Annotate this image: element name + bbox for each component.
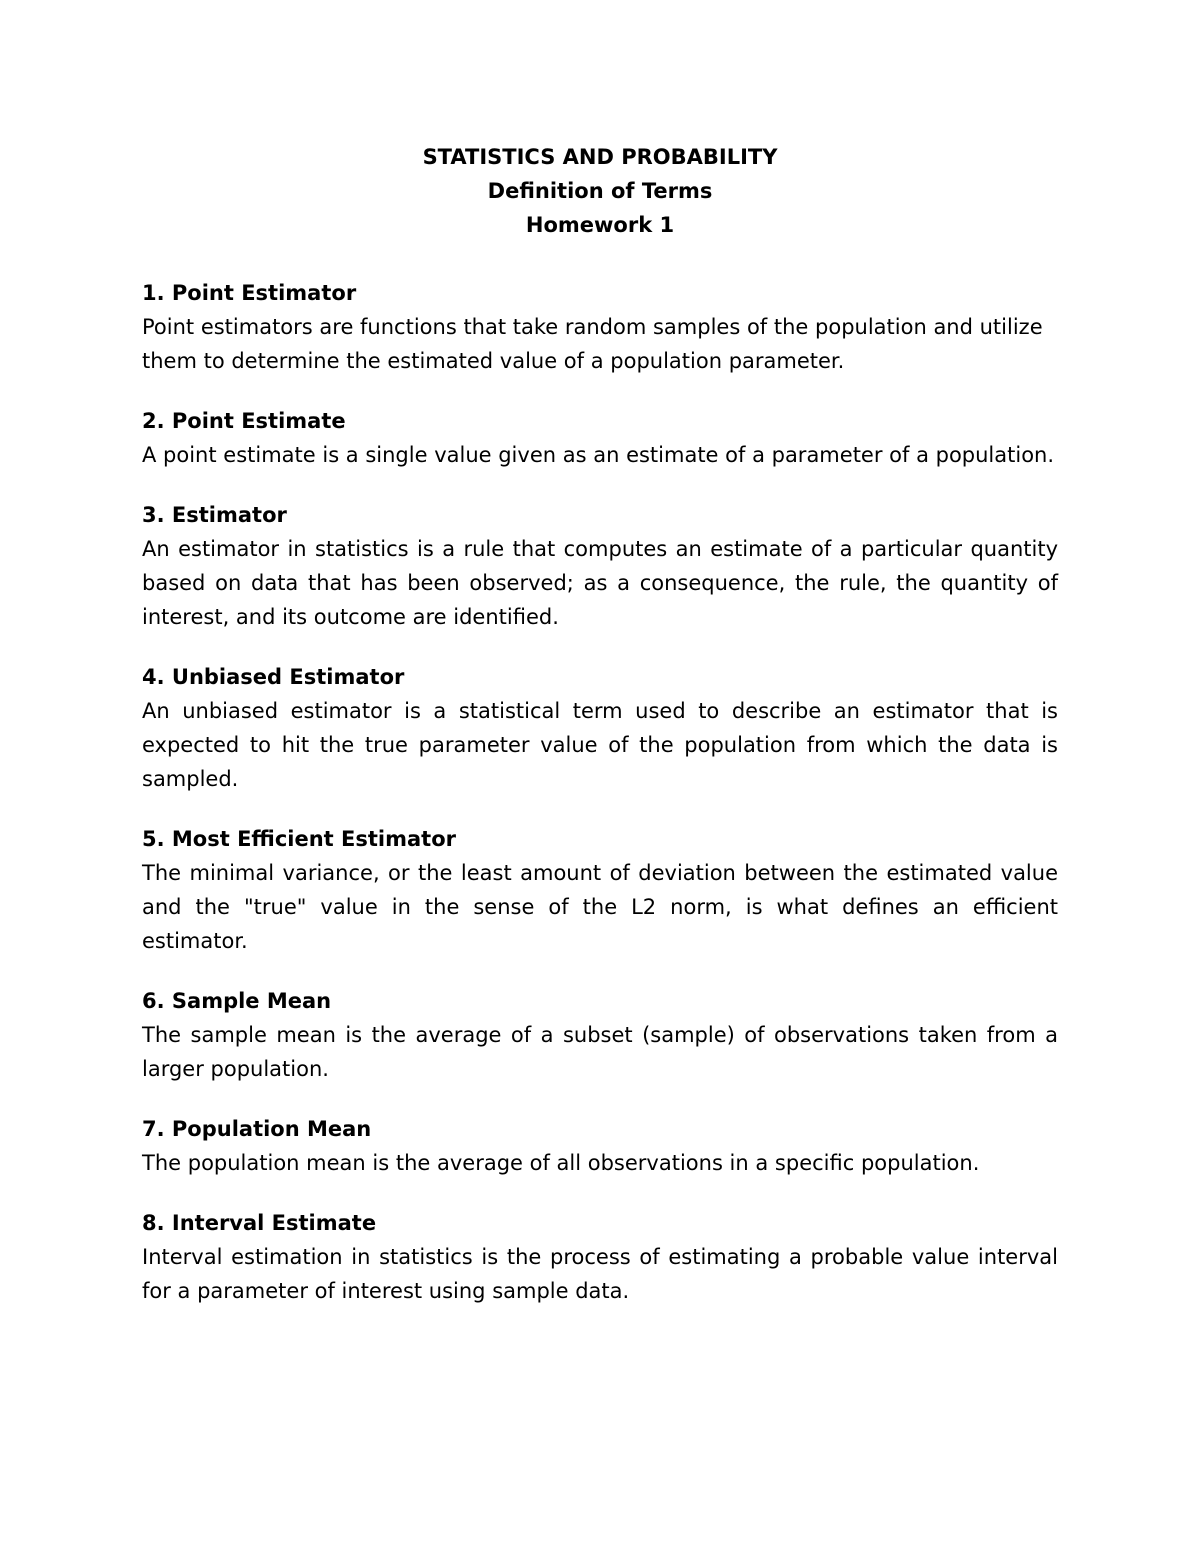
term-item [142,498,1058,634]
course-title: STATISTICS AND PROBABILITY [422,145,778,169]
term-title: 4. Unbiased Estimator [142,665,405,689]
term-definition: Interval estimation in statistics is the process of estimating a probable value interval for a parameter of interest using sample data. [142,1245,1058,1303]
term-item [142,1112,1058,1180]
term-title: 2. Point Estimate [142,409,346,433]
term-title: 5. Most Efficient Estimator [142,827,456,851]
term-item [142,1206,1058,1308]
term-definition: Point estimators are functions that take random samples of the population and utilize them to determine the estimated value of a population parameter. [142,315,1043,373]
term-title: 6. Sample Mean [142,989,332,1013]
document-header [142,140,1058,242]
term-title: 1. Point Estimator [142,281,357,305]
document-subtitle: Definition of Terms [487,179,713,203]
term-title: 7. Population Mean [142,1117,372,1141]
term-item [142,984,1058,1086]
document-page [142,140,1058,1334]
term-title: 3. Estimator [142,503,287,527]
assignment-label: Homework 1 [525,213,675,237]
term-definition: The sample mean is the average of a subset (sample) of observations taken from a larger population. [142,1023,1058,1081]
term-item [142,660,1058,796]
term-definition: An unbiased estimator is a statistical term used to describe an estimator that is expected to hit the true parameter value of the population from which the data is sampled. [142,699,1058,791]
term-definition: An estimator in statistics is a rule that computes an estimate of a particular quantity based on data that has been observed; as a consequence, the rule, the quantity of interest, and its outcome are identified. [142,537,1058,629]
term-definition: The population mean is the average of all observations in a specific population. [142,1151,980,1175]
term-title: 8. Interval Estimate [142,1211,377,1235]
term-definition: The minimal variance, or the least amount of deviation between the estimated value and the "true" value in the sense of the L2 norm, is what defines an efficient estimator. [142,861,1058,953]
terms-list [142,276,1058,1308]
term-item [142,822,1058,958]
term-definition: A point estimate is a single value given as an estimate of a parameter of a population. [142,443,1055,467]
term-item [142,276,1058,378]
term-item [142,404,1058,472]
